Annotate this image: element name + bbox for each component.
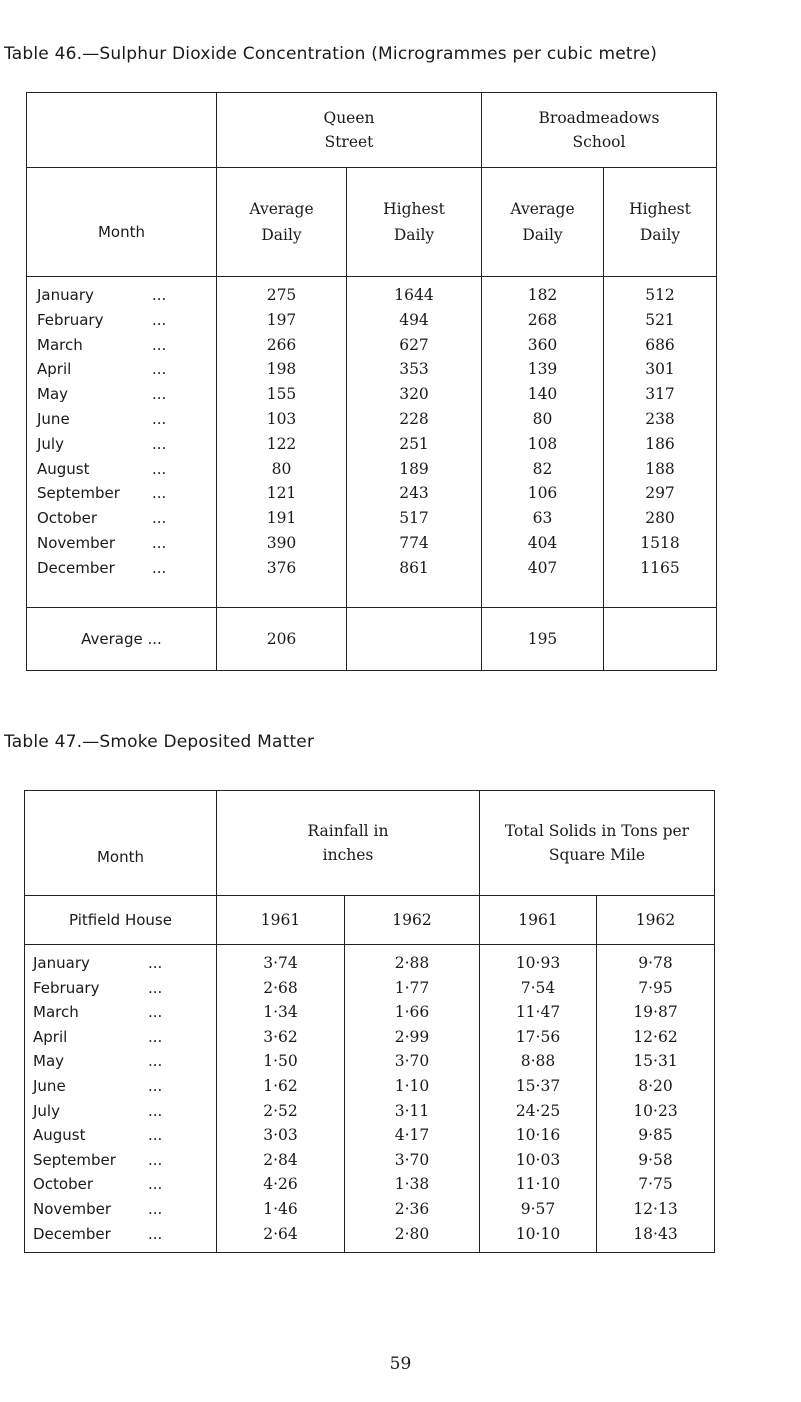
table-row — [27, 481, 717, 506]
value-cell: 11·10 — [480, 1172, 597, 1197]
value-cell: 11·47 — [480, 1000, 597, 1025]
value-cell: 155 — [217, 382, 347, 407]
header-month: Month — [27, 168, 217, 277]
value-cell: 1·10 — [345, 1074, 480, 1099]
month-cell — [25, 1222, 217, 1253]
value-cell: 280 — [604, 506, 717, 531]
month-cell — [27, 407, 217, 432]
leader-dots: ... — [148, 978, 163, 997]
value-cell: 268 — [482, 308, 604, 333]
month-cell — [27, 531, 217, 556]
value-cell: 3·70 — [345, 1148, 480, 1173]
value-cell: 521 — [604, 308, 717, 333]
value-cell: 80 — [482, 407, 604, 432]
leader-dots: ... — [148, 1027, 163, 1046]
spacer-row — [27, 581, 717, 608]
value-cell: 2·36 — [345, 1197, 480, 1222]
value-cell: 12·13 — [597, 1197, 715, 1222]
value-cell: 360 — [482, 333, 604, 358]
value-cell: 189 — [347, 457, 482, 482]
month-cell — [27, 432, 217, 457]
month-label: March — [33, 1003, 79, 1022]
table-row — [27, 382, 717, 407]
average-daily-label: Average Daily — [510, 200, 575, 244]
header-average-daily-2 — [482, 168, 604, 277]
value-cell: 82 — [482, 457, 604, 482]
table-row — [25, 1074, 715, 1099]
month-cell — [25, 1000, 217, 1025]
value-cell: 9·78 — [597, 945, 715, 976]
leader-dots: ... — [152, 434, 167, 453]
value-cell: 353 — [347, 357, 482, 382]
header-rain-1962: 1962 — [345, 896, 480, 945]
average-value: 206 — [217, 607, 347, 670]
leader-dots: ... — [152, 409, 167, 428]
table-46 — [26, 92, 717, 671]
table-row — [27, 556, 717, 581]
month-label: May — [33, 1052, 65, 1071]
leader-dots: ... — [148, 1126, 163, 1145]
leader-dots: ... — [148, 1224, 163, 1243]
value-cell: 140 — [482, 382, 604, 407]
site1-label: Queen Street — [323, 109, 375, 151]
value-cell: 19·87 — [597, 1000, 715, 1025]
header-solids-1962: 1962 — [597, 896, 715, 945]
table-row — [25, 1025, 715, 1050]
month-label: February — [33, 978, 100, 997]
value-cell: 627 — [347, 333, 482, 358]
leader-dots: ... — [152, 533, 167, 552]
value-cell: 103 — [217, 407, 347, 432]
leader-dots: ... — [152, 558, 167, 577]
value-cell: 1·62 — [217, 1074, 345, 1099]
value-cell: 317 — [604, 382, 717, 407]
value-cell: 10·23 — [597, 1099, 715, 1124]
month-cell — [27, 308, 217, 333]
header-highest-daily-2 — [604, 168, 717, 277]
leader-dots: ... — [148, 1175, 163, 1194]
leader-dots: ... — [148, 954, 163, 972]
month-label: November — [37, 533, 116, 552]
leader-dots: ... — [148, 1076, 163, 1095]
table-row — [25, 945, 715, 976]
value-cell: 243 — [347, 481, 482, 506]
month-cell — [25, 1074, 217, 1099]
value-cell: 2·80 — [345, 1222, 480, 1253]
table-row — [25, 1222, 715, 1253]
table-row — [25, 1000, 715, 1025]
month-label: March — [37, 335, 83, 354]
value-cell: 188 — [604, 457, 717, 482]
value-cell: 15·31 — [597, 1049, 715, 1074]
value-cell: 198 — [217, 357, 347, 382]
value-cell: 8·20 — [597, 1074, 715, 1099]
month-label: June — [33, 1076, 66, 1095]
rainfall-label: Rainfall in inches — [307, 822, 389, 864]
value-cell: 2·68 — [217, 976, 345, 1001]
value-cell: 1·38 — [345, 1172, 480, 1197]
value-cell: 10·16 — [480, 1123, 597, 1148]
table-row — [27, 357, 717, 382]
value-cell: 17·56 — [480, 1025, 597, 1050]
month-label: July — [33, 1101, 60, 1120]
average-value — [347, 607, 482, 670]
month-label: April — [33, 1027, 68, 1046]
value-cell: 12·62 — [597, 1025, 715, 1050]
value-cell: 9·57 — [480, 1197, 597, 1222]
leader-dots: ... — [148, 1199, 163, 1218]
value-cell: 238 — [604, 407, 717, 432]
value-cell: 7·75 — [597, 1172, 715, 1197]
table-row — [25, 1148, 715, 1173]
month-label: October — [37, 509, 98, 528]
month-label: August — [33, 1126, 86, 1145]
spacer-cell — [217, 581, 347, 608]
spacer-cell — [347, 581, 482, 608]
header-solids-1961: 1961 — [480, 896, 597, 945]
month-label: September — [37, 484, 120, 503]
value-cell: 517 — [347, 506, 482, 531]
month-cell — [27, 457, 217, 482]
header-month: Month — [25, 791, 217, 896]
header-total-solids — [480, 791, 715, 896]
month-cell — [27, 506, 217, 531]
value-cell: 774 — [347, 531, 482, 556]
table-row — [27, 308, 717, 333]
value-cell: 3·11 — [345, 1099, 480, 1124]
month-cell — [25, 976, 217, 1001]
value-cell: 24·25 — [480, 1099, 597, 1124]
month-cell — [25, 1025, 217, 1050]
average-value: 195 — [482, 607, 604, 670]
value-cell: 494 — [347, 308, 482, 333]
leader-dots: ... — [152, 310, 167, 329]
month-cell — [27, 357, 217, 382]
value-cell: 63 — [482, 506, 604, 531]
spacer-cell — [27, 581, 217, 608]
month-label: June — [37, 409, 70, 428]
month-label: October — [33, 1175, 94, 1194]
value-cell: 266 — [217, 333, 347, 358]
value-cell: 7·95 — [597, 976, 715, 1001]
leader-dots: ... — [152, 509, 167, 528]
value-cell: 15·37 — [480, 1074, 597, 1099]
value-cell: 2·99 — [345, 1025, 480, 1050]
value-cell: 106 — [482, 481, 604, 506]
value-cell: 139 — [482, 357, 604, 382]
value-cell: 1165 — [604, 556, 717, 581]
month-cell — [25, 1148, 217, 1173]
leader-dots: ... — [152, 335, 167, 354]
value-cell: 80 — [217, 457, 347, 482]
table-47 — [24, 790, 715, 1253]
value-cell: 1·34 — [217, 1000, 345, 1025]
leader-dots: ... — [152, 385, 167, 404]
table-row — [25, 1172, 715, 1197]
table-row — [25, 976, 715, 1001]
table-46-body — [27, 277, 717, 671]
leader-dots: ... — [148, 1052, 163, 1071]
month-cell — [27, 333, 217, 358]
site-name: Pitfield House — [25, 896, 217, 945]
leader-dots: ... — [152, 459, 167, 478]
month-cell — [27, 382, 217, 407]
value-cell: 861 — [347, 556, 482, 581]
value-cell: 9·58 — [597, 1148, 715, 1173]
value-cell: 1·46 — [217, 1197, 345, 1222]
value-cell: 390 — [217, 531, 347, 556]
value-cell: 1·77 — [345, 976, 480, 1001]
value-cell: 18·43 — [597, 1222, 715, 1253]
month-label: December — [37, 558, 115, 577]
value-cell: 4·26 — [217, 1172, 345, 1197]
value-cell: 3·03 — [217, 1123, 345, 1148]
month-cell — [25, 945, 217, 976]
table-row — [27, 457, 717, 482]
month-label: December — [33, 1224, 111, 1243]
value-cell: 301 — [604, 357, 717, 382]
table-row — [27, 277, 717, 308]
leader-dots: ... — [152, 360, 167, 379]
value-cell: 686 — [604, 333, 717, 358]
month-cell — [25, 1197, 217, 1222]
value-cell: 8·88 — [480, 1049, 597, 1074]
value-cell: 1644 — [347, 277, 482, 308]
leader-dots: ... — [152, 484, 167, 503]
value-cell: 3·70 — [345, 1049, 480, 1074]
header-rainfall — [217, 791, 480, 896]
table-46-caption: Table 46.—Sulphur Dioxide Concentration (Microgrammes per cubic metre) — [4, 44, 658, 64]
table-47-caption: Table 47.—Smoke Deposited Matter — [4, 732, 315, 752]
value-cell: 9·85 — [597, 1123, 715, 1148]
value-cell: 4·17 — [345, 1123, 480, 1148]
value-cell: 3·62 — [217, 1025, 345, 1050]
leader-dots: ... — [148, 1150, 163, 1169]
month-label: November — [33, 1199, 112, 1218]
value-cell: 1518 — [604, 531, 717, 556]
value-cell: 512 — [604, 277, 717, 308]
month-cell — [27, 481, 217, 506]
value-cell: 2·84 — [217, 1148, 345, 1173]
value-cell: 186 — [604, 432, 717, 457]
table-row — [25, 1049, 715, 1074]
average-daily-label: Average Daily — [249, 200, 314, 244]
value-cell: 228 — [347, 407, 482, 432]
value-cell: 10·03 — [480, 1148, 597, 1173]
table-row — [27, 531, 717, 556]
value-cell: 1·66 — [345, 1000, 480, 1025]
header-average-daily — [217, 168, 347, 277]
table-47-body — [25, 945, 715, 1253]
page-number: 59 — [389, 1354, 412, 1374]
value-cell: 407 — [482, 556, 604, 581]
value-cell: 404 — [482, 531, 604, 556]
value-cell: 2·88 — [345, 945, 480, 976]
value-cell: 275 — [217, 277, 347, 308]
month-label: January — [37, 286, 94, 304]
spacer-cell — [482, 581, 604, 608]
value-cell: 191 — [217, 506, 347, 531]
header-broadmeadows-school — [482, 93, 717, 168]
average-value — [604, 607, 717, 670]
month-label: January — [33, 954, 90, 972]
average-row — [27, 607, 717, 670]
value-cell: 197 — [217, 308, 347, 333]
value-cell: 376 — [217, 556, 347, 581]
month-label: July — [37, 434, 64, 453]
value-cell: 2·64 — [217, 1222, 345, 1253]
value-cell: 10·93 — [480, 945, 597, 976]
value-cell: 10·10 — [480, 1222, 597, 1253]
month-cell — [25, 1123, 217, 1148]
month-label: February — [37, 310, 104, 329]
value-cell: 251 — [347, 432, 482, 457]
header-highest-daily — [347, 168, 482, 277]
month-label: April — [37, 360, 72, 379]
value-cell: 182 — [482, 277, 604, 308]
value-cell: 320 — [347, 382, 482, 407]
table-row — [27, 407, 717, 432]
average-label: Average ... — [27, 607, 217, 670]
value-cell: 122 — [217, 432, 347, 457]
header-rain-1961: 1961 — [217, 896, 345, 945]
header-queen-street — [217, 93, 482, 168]
leader-dots: ... — [148, 1101, 163, 1120]
month-cell — [25, 1099, 217, 1124]
value-cell: 3·74 — [217, 945, 345, 976]
table-row — [27, 333, 717, 358]
month-label: September — [33, 1150, 116, 1169]
leader-dots: ... — [152, 286, 167, 304]
leader-dots: ... — [148, 1003, 163, 1022]
month-label: May — [37, 385, 69, 404]
header-blank-cell — [27, 93, 217, 168]
table-row — [25, 1099, 715, 1124]
value-cell: 2·52 — [217, 1099, 345, 1124]
value-cell: 7·54 — [480, 976, 597, 1001]
site2-label: Broadmeadows School — [538, 109, 660, 151]
total-solids-label: Total Solids in Tons per Square Mile — [504, 822, 690, 864]
month-cell — [27, 556, 217, 581]
month-cell — [27, 277, 217, 308]
value-cell: 108 — [482, 432, 604, 457]
highest-daily-label: Highest Daily — [629, 200, 691, 244]
table-row — [25, 1197, 715, 1222]
spacer-cell — [604, 581, 717, 608]
value-cell: 1·50 — [217, 1049, 345, 1074]
table-row — [25, 1123, 715, 1148]
table-row — [27, 432, 717, 457]
value-cell: 121 — [217, 481, 347, 506]
table-row — [27, 506, 717, 531]
value-cell: 297 — [604, 481, 717, 506]
month-cell — [25, 1172, 217, 1197]
month-cell — [25, 1049, 217, 1074]
highest-daily-label: Highest Daily — [383, 200, 445, 244]
month-label: August — [37, 459, 90, 478]
